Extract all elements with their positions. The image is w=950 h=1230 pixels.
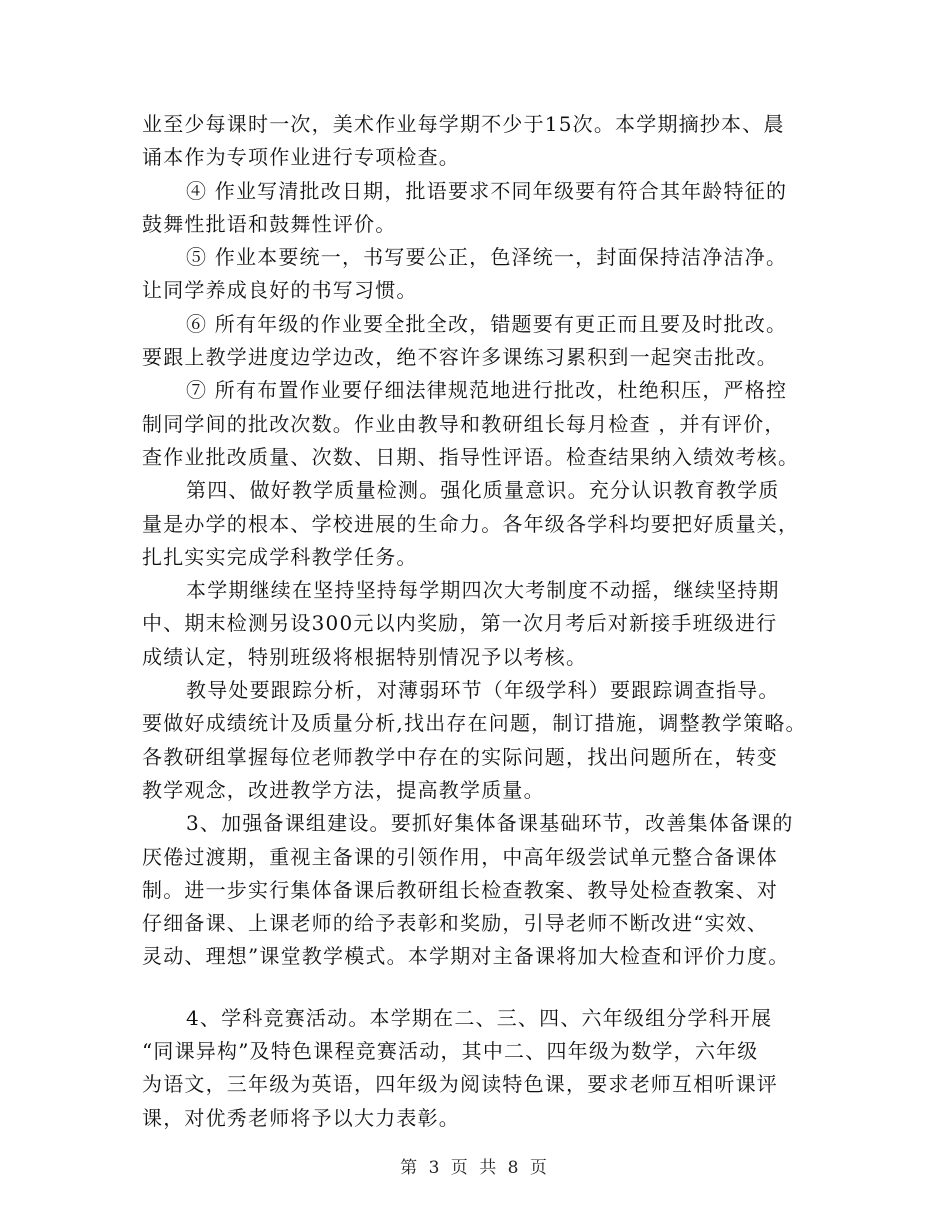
paragraph [142,374,832,474]
text-line: ⑦ 所有布置作业要仔细法律规范地进行批改，杜绝积压，严格控 [186,378,788,403]
paragraph [142,674,832,807]
paragraph [142,175,832,242]
paragraph [142,241,832,308]
paragraph [142,108,832,175]
text-line: 查作业批改质量、次数、日期、指导性评语。检查结果纳入绩效考核。 [142,444,800,469]
text-line: 课，对优秀老师将予以大力表彰。 [142,1105,460,1130]
text-line: 中、期末检测另设300元以内奖励，第一次月考后对新接手班级进行 [142,611,778,636]
paragraph [142,574,832,674]
paragraph-gap [142,974,832,1002]
text-line: “同课异构”及特色课程竞赛活动，其中二、四年级为数学，六年级 [142,1039,759,1064]
text-line: 让同学养成良好的书写习惯。 [142,278,418,303]
text-line: 教导处要跟踪分析，对薄弱环节（年级学科）要跟踪调查指导。 [186,678,780,703]
text-line: 要做好成绩统计及质量分析,找出存在问题，制订措施，调整教学策略。 [142,711,807,736]
page-footer: 第 3 页 共 8 页 [400,1158,550,1178]
text-line: 诵本作为专项作业进行专项检查。 [142,145,460,170]
text-line: 业至少每课时一次，美术作业每学期不少于15次。本学期摘抄本、晨 [142,112,785,136]
document-body [142,108,832,1135]
paragraph [142,1002,832,1135]
paragraph [142,474,832,574]
text-line: 厌倦过渡期，重视主备课的引领作用，中高年级尝试单元整合备课体 [142,844,778,869]
text-line: 3、加强备课组建设。要抓好集体备课基础环节，改善集体备课的 [186,811,794,836]
paragraph [142,308,832,375]
text-line: ④ 作业写清批改日期，批语要求不同年级要有符合其年龄特征的 [186,178,788,203]
text-line: 仔细备课、上课老师的给予表彰和奖励，引导老师不断改进“实效、 [142,911,769,936]
text-line: 成绩认定，特别班级将根据特别情况予以考核。 [142,644,588,669]
text-line: 灵动、理想”课堂教学模式。本学期对主备课将加大检查和评价力度。 [142,944,790,969]
text-line: ⑥ 所有年级的作业要全批全改，错题要有更正而且要及时批改。 [186,311,788,336]
text-line: 要跟上教学进度边学边改，绝不容许多课练习累积到一起突击批改。 [142,345,778,370]
text-line: 各教研组掌握每位老师教学中存在的实际问题，找出问题所在，转变 [142,744,778,769]
paragraph [142,807,832,973]
text-line: 制。进一步实行集体备课后教研组长检查教案、教导处检查教案、对 [142,877,778,902]
text-line: 鼓舞性批语和鼓舞性评价。 [142,211,397,236]
text-line: 第四、做好教学质量检测。强化质量意识。充分认识教育教学质 [186,478,780,503]
text-line: 扎扎实实完成学科教学任务。 [142,544,418,569]
text-line: 本学期继续在坚持坚持每学期四次大考制度不动摇，继续坚持期 [186,578,780,603]
text-line: 量是办学的根本、学校进展的生命力。各年级各学科均要把好质量关， [142,511,800,536]
text-line: 制同学间的批改次数。作业由教导和教研组长每月检查 ，并有评价， [142,411,786,436]
text-line: 教学观念，改进教学方法，提高教学质量。 [142,777,545,802]
text-line: 4、学科竞赛活动。本学期在二、三、四、六年级组分学科开展 [186,1005,773,1030]
text-line: 为语文，三年级为英语，四年级为阅读特色课，要求老师互相听课评 [142,1072,778,1097]
text-line: ⑤ 作业本要统一，书写要公正，色泽统一，封面保持洁净洁净。 [186,245,788,270]
